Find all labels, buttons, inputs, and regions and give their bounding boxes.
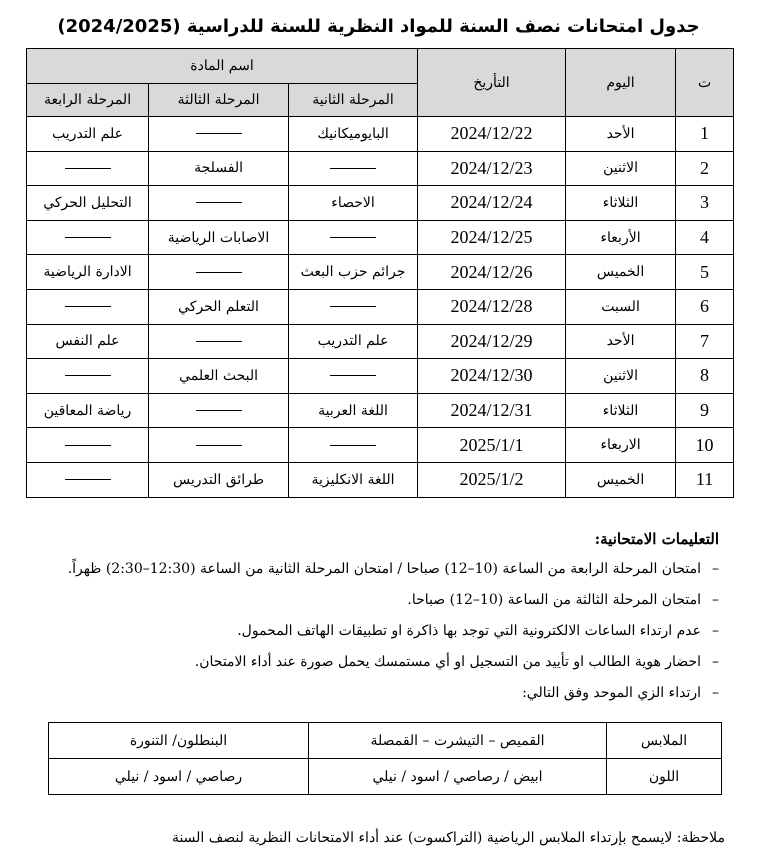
bullet-dash: – — [712, 654, 719, 670]
cell-date: 2024/12/29 — [418, 324, 566, 359]
instruction-text: امتحان المرحلة الثالثة من الساعة (10–12) صباحا. — [407, 592, 701, 608]
bullet-dash: – — [712, 685, 719, 701]
cell-stage-4: علم النفس — [27, 324, 149, 359]
cell-num: 7 — [676, 324, 734, 359]
cell-day: السبت — [566, 289, 676, 324]
cell-num: 10 — [676, 428, 734, 463]
empty-dash-line — [196, 410, 242, 411]
cell-day: الخميس — [566, 462, 676, 497]
cell-date: 2024/12/22 — [418, 117, 566, 152]
instruction-item — [68, 589, 719, 620]
header-stage-2: المرحلة الثانية — [289, 84, 418, 117]
table-row — [27, 324, 734, 359]
table-row — [27, 428, 734, 463]
instructions-title: التعليمات الامتحانية: — [594, 530, 719, 548]
empty-dash-line — [196, 341, 242, 342]
page-title: جدول امتحانات نصف السنة للمواد النظرية للسنة للدراسية (2024/2025) — [57, 16, 700, 37]
dress-top-items: القميص – التيشرت – القمصلة — [309, 723, 607, 759]
cell-stage-2: علم التدريب — [289, 324, 418, 359]
instruction-text: عدم ارتداء الساعات الالكترونية التي توجد بها ذاكرة او تطبيقات الهاتف المحمول. — [237, 623, 701, 639]
instruction-text: امتحان المرحلة الرابعة من الساعة (10–12) صباحا / امتحان المرحلة الثانية من الساعة (12:30–2:30) ظهراً. — [67, 561, 701, 577]
cell-stage-2 — [289, 289, 418, 324]
instruction-item — [68, 620, 719, 651]
cell-date: 2024/12/25 — [418, 220, 566, 255]
cell-stage-2: جرائم حزب البعث — [289, 255, 418, 290]
cell-stage-2 — [289, 428, 418, 463]
header-day: اليوم — [566, 49, 676, 117]
cell-stage-3 — [149, 393, 289, 428]
cell-stage-3 — [149, 324, 289, 359]
empty-dash-line — [65, 237, 111, 238]
cell-num: 5 — [676, 255, 734, 290]
empty-dash-line — [65, 479, 111, 480]
bullet-dash: – — [712, 561, 719, 577]
dress-bottom-colors: رصاصي / اسود / نيلي — [49, 759, 309, 795]
cell-stage-2 — [289, 359, 418, 394]
empty-dash-line — [330, 168, 376, 169]
table-row — [27, 151, 734, 186]
instruction-item — [68, 682, 719, 713]
cell-date: 2024/12/26 — [418, 255, 566, 290]
header-date: التأريخ — [418, 49, 566, 117]
cell-day: الاثنين — [566, 359, 676, 394]
cell-stage-3: التعلم الحركي — [149, 289, 289, 324]
cell-num: 2 — [676, 151, 734, 186]
empty-dash-line — [196, 202, 242, 203]
cell-day: الاربعاء — [566, 428, 676, 463]
empty-dash-line — [196, 272, 242, 273]
cell-stage-3 — [149, 255, 289, 290]
cell-stage-4 — [27, 220, 149, 255]
instruction-item — [68, 558, 719, 589]
empty-dash-line — [65, 168, 111, 169]
empty-dash-line — [330, 375, 376, 376]
cell-date: 2024/12/28 — [418, 289, 566, 324]
cell-day: الأحد — [566, 324, 676, 359]
cell-stage-3: الفسلجة — [149, 151, 289, 186]
cell-num: 9 — [676, 393, 734, 428]
cell-stage-4 — [27, 289, 149, 324]
cell-stage-3: طرائق التدريس — [149, 462, 289, 497]
cell-stage-4 — [27, 428, 149, 463]
dress-bottom-items: البنطلون/ التنورة — [49, 723, 309, 759]
empty-dash-line — [65, 375, 111, 376]
cell-num: 6 — [676, 289, 734, 324]
bullet-dash: – — [712, 623, 719, 639]
cell-stage-4 — [27, 462, 149, 497]
cell-stage-4: التحليل الحركي — [27, 186, 149, 221]
empty-dash-line — [330, 237, 376, 238]
cell-stage-3: الاصابات الرياضية — [149, 220, 289, 255]
table-row — [27, 220, 734, 255]
cell-date: 2025/1/2 — [418, 462, 566, 497]
cell-date: 2024/12/31 — [418, 393, 566, 428]
empty-dash-line — [65, 306, 111, 307]
table-row — [27, 186, 734, 221]
cell-stage-3 — [149, 117, 289, 152]
cell-stage-4 — [27, 151, 149, 186]
cell-stage-3 — [149, 186, 289, 221]
cell-day: الثلاثاء — [566, 186, 676, 221]
cell-num: 11 — [676, 462, 734, 497]
empty-dash-line — [196, 133, 242, 134]
dress-clothes-label: الملابس — [607, 723, 722, 759]
cell-stage-2: الاحصاء — [289, 186, 418, 221]
cell-num: 3 — [676, 186, 734, 221]
instruction-text: احضار هوية الطالب او تأييد من التسجيل او أي مستمسك يحمل صورة عند أداء الامتحان. — [194, 654, 701, 670]
cell-stage-4: الادارة الرياضية — [27, 255, 149, 290]
cell-stage-3: البحث العلمي — [149, 359, 289, 394]
cell-stage-4: رياضة المعاقين — [27, 393, 149, 428]
dress-top-colors: ابيض / رصاصي / اسود / نيلي — [309, 759, 607, 795]
header-subject-name: اسم المادة — [27, 49, 418, 84]
cell-day: الأحد — [566, 117, 676, 152]
table-row — [27, 117, 734, 152]
cell-day: الأربعاء — [566, 220, 676, 255]
cell-date: 2024/12/24 — [418, 186, 566, 221]
exam-schedule-table — [26, 48, 734, 498]
table-row — [27, 255, 734, 290]
instruction-text: ارتداء الزي الموحد وفق التالي: — [522, 685, 701, 701]
cell-date: 2025/1/1 — [418, 428, 566, 463]
cell-stage-2 — [289, 151, 418, 186]
cell-day: الثلاثاء — [566, 393, 676, 428]
cell-stage-2 — [289, 220, 418, 255]
empty-dash-line — [330, 306, 376, 307]
cell-stage-3 — [149, 428, 289, 463]
cell-stage-2: اللغة الانكليزية — [289, 462, 418, 497]
empty-dash-line — [330, 445, 376, 446]
cell-stage-2: البايوميكانيك — [289, 117, 418, 152]
header-num: ت — [676, 49, 734, 117]
cell-num: 1 — [676, 117, 734, 152]
cell-date: 2024/12/30 — [418, 359, 566, 394]
table-row — [27, 289, 734, 324]
dress-color-label: اللون — [607, 759, 722, 795]
table-row — [27, 462, 734, 497]
dress-code-table — [48, 722, 722, 795]
header-stage-3: المرحلة الثالثة — [149, 84, 289, 117]
cell-day: الاثنين — [566, 151, 676, 186]
cell-num: 4 — [676, 220, 734, 255]
bullet-dash: – — [712, 592, 719, 608]
cell-num: 8 — [676, 359, 734, 394]
empty-dash-line — [65, 445, 111, 446]
note: ملاحظة: لايسمح بإرتداء الملابس الرياضية (التراكسوت) عند أداء الامتحانات النظرية لنصف السنة — [171, 830, 725, 846]
table-row — [27, 393, 734, 428]
instruction-item — [68, 651, 719, 682]
header-stage-4: المرحلة الرابعة — [27, 84, 149, 117]
cell-stage-4: علم التدريب — [27, 117, 149, 152]
cell-stage-4 — [27, 359, 149, 394]
cell-date: 2024/12/23 — [418, 151, 566, 186]
table-row — [27, 359, 734, 394]
cell-stage-2: اللغة العربية — [289, 393, 418, 428]
empty-dash-line — [196, 445, 242, 446]
cell-day: الخميس — [566, 255, 676, 290]
exam-instructions — [68, 530, 719, 713]
